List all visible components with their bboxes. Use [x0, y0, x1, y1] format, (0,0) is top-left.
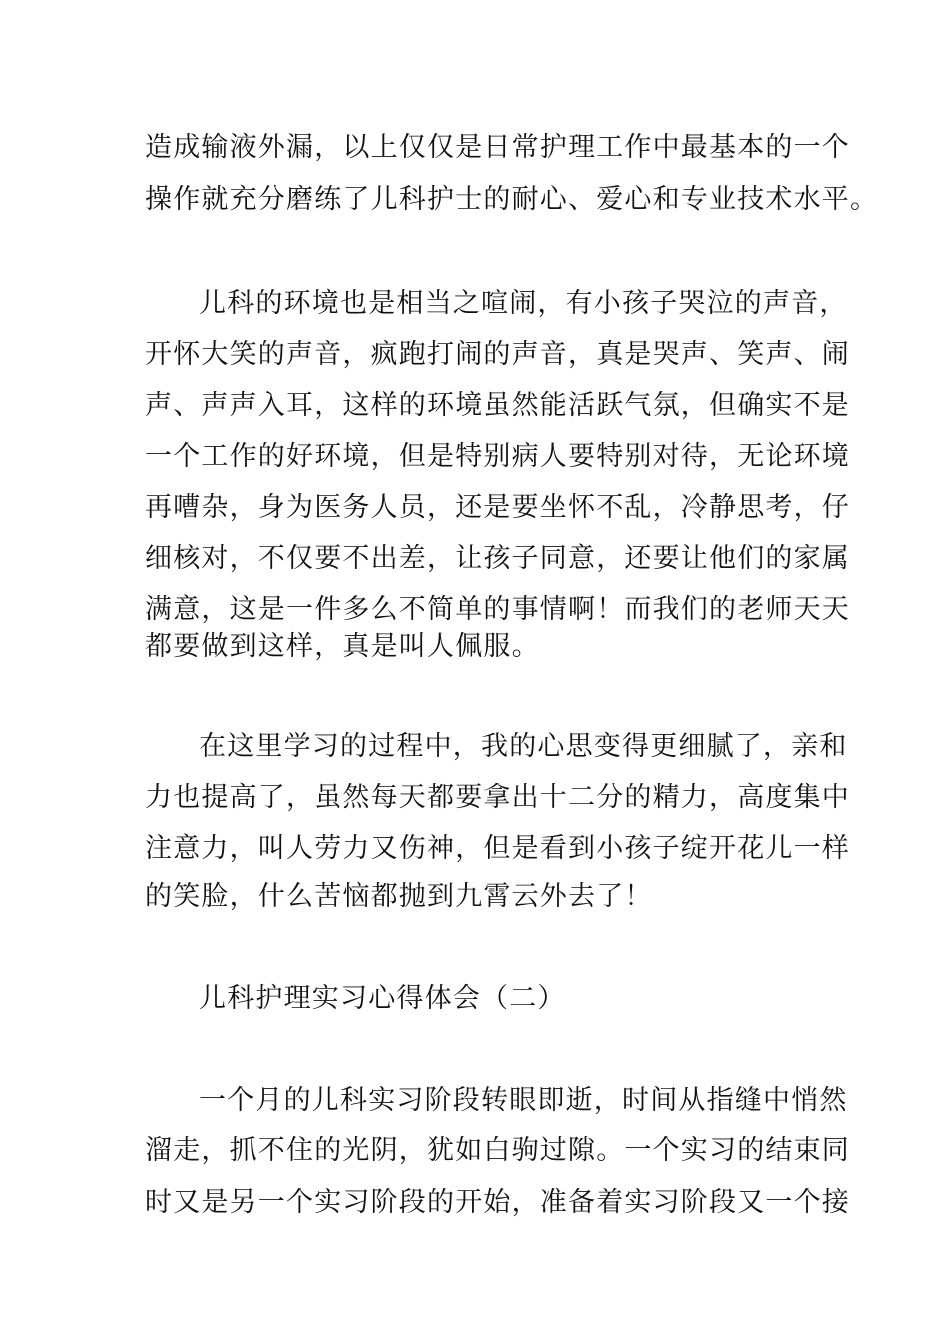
text-line: 满意，这是一件多么不简单的事情啊！而我们的老师天天: [145, 594, 850, 625]
text-line: 时又是另一个实习阶段的开始，准备着实习阶段又一个接: [145, 1187, 850, 1218]
text-line: 造成输液外漏，以上仅仅是日常护理工作中最基本的一个: [145, 132, 850, 163]
text-line: 都要做到这样，真是叫人佩服。: [145, 631, 540, 662]
text-line: 溜走，抓不住的光阴，犹如白驹过隙。一个实习的结束同: [145, 1135, 850, 1166]
text-line: 注意力，叫人劳力又伤神，但是看到小孩子绽开花儿一样: [145, 833, 850, 864]
text-line: 的笑脸，什么苦恼都抛到九霄云外去了！: [145, 881, 653, 912]
text-line: 在这里学习的过程中，我的心思变得更细腻了，亲和: [199, 731, 848, 762]
text-line: 一个工作的好环境，但是特别病人要特别对待，无论环境: [145, 441, 850, 472]
text-line: 再嘈杂，身为医务人员，还是要坐怀不乱，冷静思考，仔: [145, 492, 850, 523]
text-line: 声、声声入耳，这样的环境虽然能活跃气氛，但确实不是: [145, 390, 850, 421]
text-line: 力也提高了，虽然每天都要拿出十二分的精力，高度集中: [145, 782, 850, 813]
text-line: 儿科的环境也是相当之喧闹，有小孩子哭泣的声音，: [199, 288, 848, 319]
text-line: 操作就充分磨练了儿科护士的耐心、爱心和专业技术水平。: [145, 184, 879, 215]
text-line: 一个月的儿科实习阶段转眼即逝，时间从指缝中悄然: [199, 1085, 848, 1116]
section-heading: 儿科护理实习心得体会（二）: [199, 983, 566, 1014]
text-line: 细核对，不仅要不出差，让孩子同意，还要让他们的家属: [145, 543, 850, 574]
text-line: 开怀大笑的声音，疯跑打闹的声音，真是哭声、笑声、闹: [145, 339, 850, 370]
